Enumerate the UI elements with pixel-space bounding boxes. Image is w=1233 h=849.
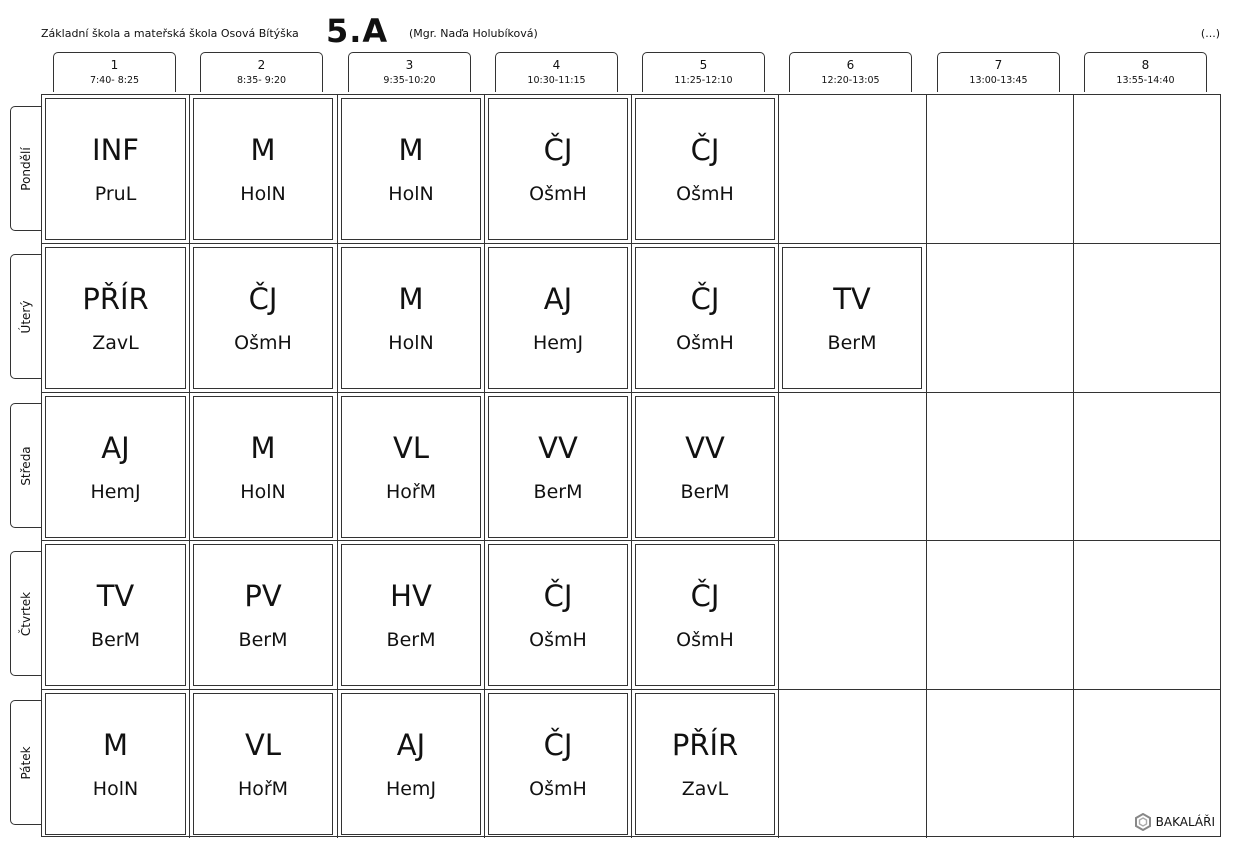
- lesson-card[interactable]: [341, 247, 481, 389]
- period-number: 7: [994, 58, 1003, 72]
- lesson-subject: M: [398, 133, 424, 167]
- period-time: 9:35-10:20: [383, 75, 436, 86]
- lesson-teacher: ZavL: [92, 332, 139, 354]
- lesson-card[interactable]: [488, 544, 628, 686]
- timetable-slot: [926, 95, 1073, 243]
- period-number: 4: [552, 58, 561, 72]
- lesson-teacher: OšmH: [676, 183, 734, 205]
- lesson-teacher: OšmH: [676, 629, 734, 651]
- lesson-subject: M: [250, 133, 276, 167]
- period-7-header: [937, 52, 1060, 92]
- lesson-card[interactable]: [45, 98, 186, 240]
- lesson-card[interactable]: [635, 544, 775, 686]
- lesson-card[interactable]: [341, 544, 481, 686]
- period-time: 13:00-13:45: [969, 75, 1028, 86]
- lesson-subject: ČJ: [248, 282, 278, 316]
- class-teacher: (Mgr. Naďa Holubíková): [409, 27, 538, 40]
- lesson-teacher: BerM: [238, 629, 288, 651]
- header: [0, 0, 1233, 50]
- period-number: 5: [699, 58, 708, 72]
- lesson-teacher: BerM: [533, 481, 583, 503]
- lesson-teacher: HolN: [240, 481, 286, 503]
- timetable-slot: [778, 690, 925, 838]
- timetable-slot[interactable]: [484, 95, 631, 243]
- lesson-teacher: ZavL: [681, 778, 729, 800]
- timetable-slot[interactable]: [189, 541, 336, 689]
- lesson-subject: AJ: [101, 431, 130, 465]
- lesson-teacher: OšmH: [529, 778, 587, 800]
- lesson-subject: AJ: [396, 728, 426, 762]
- lesson-card[interactable]: [45, 693, 186, 835]
- timetable-slot: [778, 541, 925, 689]
- day-label: Pondělí: [19, 146, 33, 191]
- lesson-subject: ČJ: [690, 133, 720, 167]
- period-header: [41, 52, 1221, 94]
- more-link[interactable]: (...): [1200, 27, 1220, 40]
- lesson-card[interactable]: [193, 396, 333, 538]
- lesson-card[interactable]: [635, 693, 775, 835]
- lesson-teacher: PruL: [94, 183, 137, 205]
- period-6-header: [789, 52, 912, 92]
- lesson-subject: ČJ: [690, 579, 720, 613]
- day-tab: [10, 106, 41, 231]
- lesson-teacher: HořM: [385, 481, 437, 503]
- lesson-card[interactable]: [635, 396, 775, 538]
- timetable-slot[interactable]: [337, 393, 484, 541]
- lesson-teacher: HemJ: [385, 778, 437, 800]
- day-tab: [10, 403, 41, 528]
- lesson-teacher: OšmH: [234, 332, 292, 354]
- timetable-slot: [926, 541, 1073, 689]
- period-number: 8: [1141, 58, 1150, 72]
- lesson-card[interactable]: [193, 544, 333, 686]
- period-number: 1: [110, 58, 119, 72]
- lesson-subject: VV: [685, 431, 725, 465]
- lesson-card[interactable]: [782, 247, 922, 389]
- timetable-slot[interactable]: [337, 244, 484, 392]
- timetable-slot[interactable]: [42, 393, 189, 541]
- timetable-slot[interactable]: [484, 541, 631, 689]
- timetable-slot: [1073, 541, 1220, 689]
- day-label: Úterý: [19, 300, 33, 333]
- lesson-teacher: HolN: [388, 332, 434, 354]
- lesson-teacher: HolN: [240, 183, 286, 205]
- lesson-teacher: HořM: [237, 778, 289, 800]
- lesson-subject: M: [102, 728, 129, 762]
- lesson-card[interactable]: [45, 247, 186, 389]
- timetable-slot[interactable]: [42, 244, 189, 392]
- timetable-slot[interactable]: [42, 690, 189, 838]
- lesson-teacher: OšmH: [676, 332, 734, 354]
- timetable-slot[interactable]: [337, 690, 484, 838]
- day-label: Pátek: [19, 745, 33, 780]
- lesson-card[interactable]: [635, 98, 775, 240]
- timetable-slot: [778, 95, 925, 243]
- lesson-subject: HV: [390, 579, 432, 613]
- lesson-subject: PŘÍR: [671, 728, 739, 762]
- bakalari-logo: [1135, 813, 1215, 831]
- lesson-subject: VL: [245, 728, 281, 762]
- period-8-header: [1084, 52, 1207, 92]
- lesson-card[interactable]: [45, 544, 186, 686]
- day-row: [42, 689, 1220, 838]
- lesson-subject: M: [250, 431, 276, 465]
- timetable-slot: [926, 393, 1073, 541]
- timetable-slot[interactable]: [337, 541, 484, 689]
- lesson-teacher: OšmH: [529, 183, 587, 205]
- timetable-slot: [1073, 244, 1220, 392]
- day-tab: [10, 551, 41, 676]
- timetable-slot[interactable]: [631, 541, 778, 689]
- lesson-teacher: OšmH: [529, 629, 587, 651]
- timetable-slot[interactable]: [484, 393, 631, 541]
- lesson-subject: M: [398, 282, 424, 316]
- lesson-teacher: BerM: [827, 332, 877, 354]
- timetable-slot[interactable]: [189, 393, 336, 541]
- timetable-slot[interactable]: [484, 244, 631, 392]
- lesson-card[interactable]: [193, 247, 333, 389]
- timetable-slot[interactable]: [337, 95, 484, 243]
- lesson-card[interactable]: [488, 693, 628, 835]
- period-5-header: [642, 52, 765, 92]
- day-label: Čtvrtek: [19, 591, 33, 636]
- timetable-slot[interactable]: [189, 95, 336, 243]
- timetable-slot[interactable]: [778, 244, 925, 392]
- school-name: Základní škola a mateřská škola Osová Bítýška: [41, 27, 299, 40]
- lesson-card[interactable]: [341, 693, 481, 835]
- timetable-slot[interactable]: [42, 95, 189, 243]
- lesson-subject: ČJ: [543, 728, 573, 762]
- lesson-subject: ČJ: [543, 579, 573, 613]
- day-tab: [10, 254, 41, 379]
- lesson-teacher: HolN: [388, 183, 434, 205]
- day-label: Středa: [19, 445, 33, 486]
- lesson-card[interactable]: [45, 396, 186, 538]
- lesson-subject: INF: [92, 133, 139, 167]
- lesson-card[interactable]: [488, 98, 628, 240]
- lesson-subject: VV: [538, 431, 578, 465]
- lesson-subject: PŘÍR: [82, 282, 149, 316]
- timetable-slot: [1073, 95, 1220, 243]
- timetable-slot: [778, 393, 925, 541]
- timetable-slot[interactable]: [189, 244, 336, 392]
- day-row: [42, 243, 1220, 392]
- period-1-header: [53, 52, 176, 92]
- lesson-subject: TV: [833, 282, 871, 316]
- period-number: 2: [257, 58, 266, 72]
- period-time: 10:30-11:15: [527, 75, 586, 86]
- lesson-teacher: HemJ: [90, 481, 141, 503]
- timetable-slot[interactable]: [42, 541, 189, 689]
- timetable-slot[interactable]: [631, 244, 778, 392]
- timetable-slot[interactable]: [189, 690, 336, 838]
- period-time: 13:55-14:40: [1116, 75, 1175, 86]
- day-row: [42, 392, 1220, 541]
- lesson-subject: PV: [244, 579, 282, 613]
- period-number: 3: [405, 58, 414, 72]
- class-name: 5.A: [326, 12, 389, 50]
- timetable-slot[interactable]: [631, 393, 778, 541]
- timetable-grid: [41, 94, 1221, 837]
- timetable-slot: [926, 244, 1073, 392]
- day-tab: [10, 700, 41, 825]
- day-header: [10, 94, 41, 837]
- period-time: 7:40- 8:25: [89, 75, 140, 86]
- period-time: 8:35- 9:20: [236, 75, 287, 86]
- timetable-slot[interactable]: [631, 690, 778, 838]
- day-row: [42, 95, 1220, 243]
- lesson-card[interactable]: [341, 98, 481, 240]
- lesson-teacher: HemJ: [532, 332, 584, 354]
- lesson-subject: VL: [393, 431, 429, 465]
- logo-text: BAKALÁŘI: [1155, 815, 1215, 829]
- lesson-subject: AJ: [543, 282, 573, 316]
- day-row: [42, 540, 1220, 689]
- hexagon-logo-icon: [1135, 813, 1151, 831]
- period-2-header: [200, 52, 323, 92]
- lesson-subject: ČJ: [690, 282, 720, 316]
- lesson-subject: TV: [96, 579, 135, 613]
- period-3-header: [348, 52, 471, 92]
- lesson-subject: ČJ: [543, 133, 573, 167]
- lesson-teacher: BerM: [386, 629, 436, 651]
- lesson-card[interactable]: [193, 98, 333, 240]
- lesson-card[interactable]: [488, 247, 628, 389]
- period-number: 6: [846, 58, 855, 72]
- period-time: 12:20-13:05: [821, 75, 880, 86]
- lesson-card[interactable]: [488, 396, 628, 538]
- period-4-header: [495, 52, 618, 92]
- timetable-slot[interactable]: [484, 690, 631, 838]
- timetable-slot[interactable]: [631, 95, 778, 243]
- period-time: 11:25-12:10: [674, 75, 733, 86]
- timetable-slot: [926, 690, 1073, 838]
- lesson-teacher: HolN: [92, 778, 139, 800]
- lesson-card[interactable]: [635, 247, 775, 389]
- lesson-card[interactable]: [341, 396, 481, 538]
- lesson-card[interactable]: [193, 693, 333, 835]
- lesson-teacher: BerM: [680, 481, 730, 503]
- lesson-teacher: BerM: [91, 629, 140, 651]
- timetable-slot: [1073, 393, 1220, 541]
